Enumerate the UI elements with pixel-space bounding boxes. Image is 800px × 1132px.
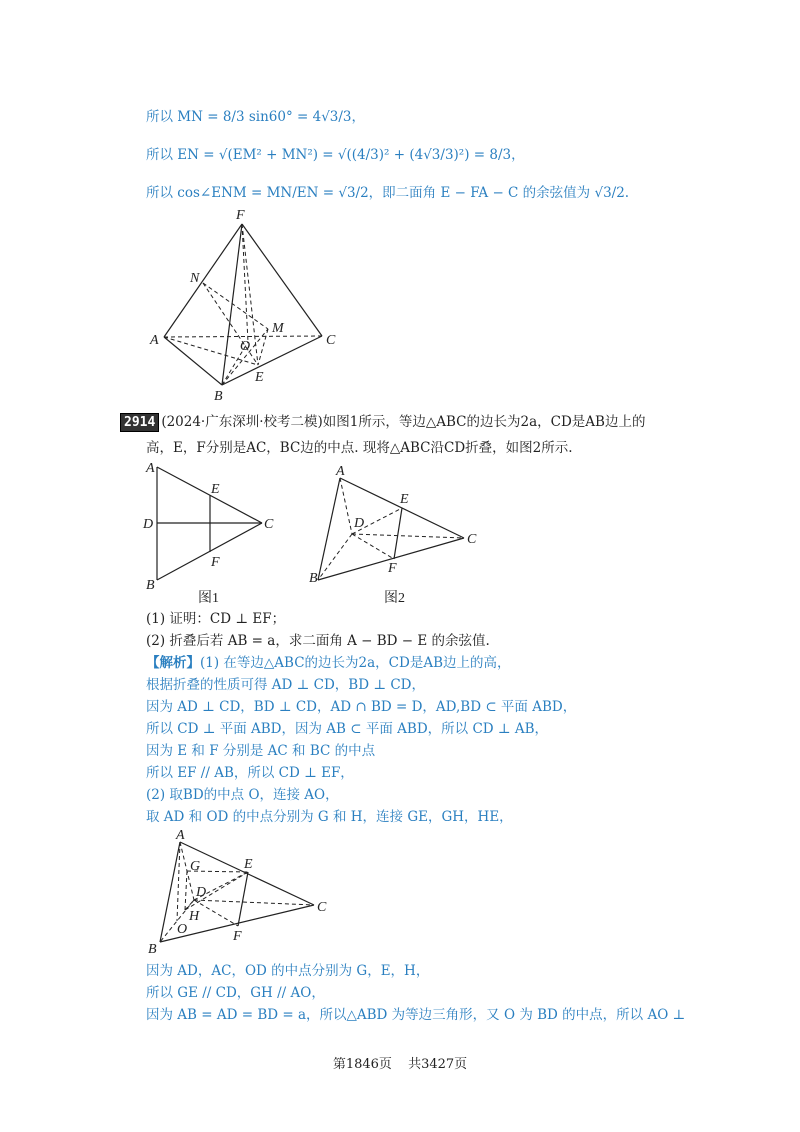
page-number: 第1846页 (332, 1057, 392, 1072)
label-B: B (214, 389, 223, 404)
fig3-label-F: F (233, 929, 242, 944)
solution-line-7: (2) 取BD的中点 O，连接 AO， (146, 787, 339, 803)
solution-line-3: 因为 AD ⊥ CD，BD ⊥ CD，AD ∩ BD = D，AD,BD ⊂ 平面 ABD， (146, 699, 577, 715)
problem-number: 2914 (120, 413, 159, 432)
label-E: E (255, 370, 264, 385)
fig3-label-D: D (196, 885, 207, 900)
fig2-label-D: D (354, 516, 365, 531)
fig3-label-O: O (177, 922, 188, 937)
question-2: (2) 折叠后若 AB = a，求二面角 A − BD − E 的余弦值. (146, 633, 490, 649)
fig2-label-A: A (336, 464, 345, 479)
solution-line-cos: 所以 cos∠ENM = MN/EN = √3/2，即二面角 E − FA − C 的余弦值为 √3/2. (146, 185, 630, 201)
label-N: N (190, 271, 200, 286)
solution-line-8: 取 AD 和 OD 的中点分别为 G 和 H，连接 GE，GH，HE， (146, 809, 513, 825)
fig1-label-A: A (146, 461, 155, 476)
fig3-label-A: A (176, 828, 185, 843)
fig3-label-H: H (189, 909, 200, 924)
problem-text-1: (2024·广东深圳·校考二模)如图1所示，等边△ABC的边长为2a，CD是AB边上的 (161, 414, 646, 430)
solution-line-5: 因为 E 和 F 分别是 AC 和 BC 的中点 (146, 743, 376, 759)
fig1-label-F: F (211, 555, 220, 570)
fig1-label-C: C (264, 517, 274, 532)
problem-line-2: 高，E，F分别是AC，BC边的中点. 现将△ABC沿CD折叠，如图2所示. (146, 440, 573, 456)
solution-line-mn: 所以 MN = 8/3 sin60° = 4√3/3， (146, 109, 366, 125)
fig2-label-F: F (388, 561, 397, 576)
solution-line-4: 所以 CD ⊥ 平面 ABD，因为 AB ⊂ 平面 ABD，所以 CD ⊥ AB， (146, 721, 549, 737)
solution-line-6: 所以 EF // AB，所以 CD ⊥ EF， (146, 765, 354, 781)
solution-line-11: 因为 AB = AD = BD = a，所以△ABD 为等边三角形，又 O 为 BD 的中点，所以 AO ⊥ (146, 1007, 686, 1023)
solution-line-2: 根据折叠的性质可得 AD ⊥ CD，BD ⊥ CD， (146, 677, 425, 693)
solution-text-1: (1) 在等边△ABC的边长为2a，CD是AB边上的高， (200, 655, 511, 671)
total-pages: 共3427页 (408, 1057, 468, 1072)
label-C: C (326, 333, 336, 348)
fig3-label-C: C (317, 900, 327, 915)
fig1-caption: 图1 (198, 591, 219, 606)
solution-tag: 【解析】 (146, 655, 200, 671)
fig1-label-E: E (211, 482, 220, 497)
fig1-label-B: B (146, 578, 155, 593)
label-M: M (272, 321, 284, 336)
question-1: (1) 证明：CD ⊥ EF； (146, 611, 286, 627)
label-O: O (240, 339, 251, 354)
fig3-label-B: B (148, 942, 157, 957)
fig1-label-D: D (143, 517, 154, 532)
solution-line-10: 所以 GE // CD，GH // AO， (146, 985, 325, 1001)
page-footer (0, 1053, 800, 1072)
fig2-label-C: C (467, 532, 477, 547)
solution-line-en: 所以 EN = √(EM² + MN²) = √((4/3)² + (4√3/3)²) = 8/3， (146, 147, 525, 163)
fig2-label-E: E (400, 492, 409, 507)
fig3-label-G: G (190, 859, 201, 874)
fig3-label-E: E (244, 857, 253, 872)
label-F: F (236, 208, 245, 223)
fig2-label-B: B (309, 571, 318, 586)
fig2-caption: 图2 (384, 591, 405, 606)
label-A: A (150, 333, 159, 348)
solution-line-9: 因为 AD，AC，OD 的中点分别为 G，E，H， (146, 963, 430, 979)
